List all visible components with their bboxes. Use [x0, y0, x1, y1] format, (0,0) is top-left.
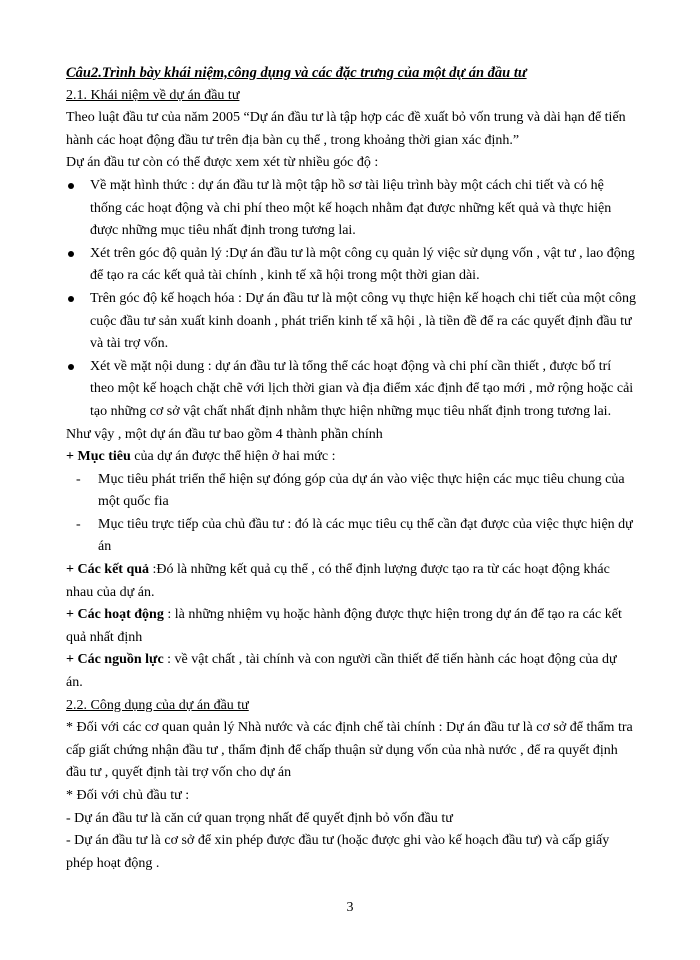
list-item — [66, 356, 636, 424]
list-item — [66, 175, 636, 243]
list-item — [66, 288, 636, 356]
list-item-text: Mục tiêu trực tiếp của chủ đầu tư : đó là các mục tiêu cụ thể cần đạt được của việc thực hiện dự án — [98, 516, 633, 555]
bullet-icon — [68, 364, 74, 370]
paragraph-hoat-dong — [66, 604, 636, 649]
list-item — [66, 469, 636, 514]
bullet-icon — [68, 183, 74, 189]
list-item-text: Trên góc độ kế hoạch hóa : Dự án đầu tư là một công vụ thực hiện kế hoạch chi tiết của một công cuộc đầu tư sản xuất kinh doanh , phát triển kinh tế xã hội , là tiền đề để ra các quyết định đầu tư và tài trợ vốn. — [90, 290, 636, 352]
list-item-text: Xét về mặt nội dung : dự án đầu tư là tổng thể các hoạt động và chi phí cần thiết , được bố trí theo một kế hoạch chặt chẽ với lịch thời gian và địa điểm xác định để tạo mới , mở rộng hoặc cải tạo những cơ sở vật chất nhất định nhằm thực hiện những mục tiêu nhất định trong tương lai. — [90, 358, 634, 419]
paragraph-state-agencies: * Đối với các cơ quan quản lý Nhà nước và các định chế tài chính : Dự án đầu tư là cơ sở để thẩm tra cấp giất chứng nhận đầu tư , thẩm định để chấp thuận sử dụng vốn của nhà nước , để ra quyết định đầu tư , quyết định tài trợ vốn cho dự án — [66, 720, 633, 781]
text-muc-tieu: của dự án được thể hiện ở hai mức : — [130, 449, 336, 465]
paragraph-muc-tieu — [66, 446, 636, 469]
dash-marker: - — [76, 471, 81, 487]
bullet-icon — [68, 296, 74, 302]
paragraph-definition: Theo luật đầu tư của năm 2005 “Dự án đầu tư là tập hợp các đề xuất bỏ vốn trung và dài hạn để tiến hành các hoạt động đầu tư trên địa bàn cụ thể , trong khoảng thời gian xác định.” — [66, 110, 626, 148]
label-ket-qua: + Các kết quả — [66, 562, 150, 578]
label-nguon-luc: + Các nguồn lực — [66, 652, 164, 668]
document-title: Câu2.Trình bày khái niệm,công dụng và các đặc trưng của một dự án đầu tư — [66, 65, 527, 81]
text-nguon-luc: : về vật chất , tài chính và con người cần thiết để tiến hành các hoạt động của dự án. — [66, 652, 617, 691]
paragraph-nguon-luc — [66, 649, 636, 694]
paragraph-investor-heading: * Đối với chủ đầu tư : — [66, 788, 190, 803]
page-number: 3 — [346, 900, 354, 915]
list-item-text: Về mặt hình thức : dự án đầu tư là một tập hồ sơ tài liệu trình bày một cách chi tiết và có hệ thống các hoạt động và chi phí theo một kế hoạch nhằm đạt được những kết quả và thực hiện được những mục tiêu nhất định trong tương lai. — [90, 177, 612, 239]
paragraph-investor-point-1: - Dự án đầu tư là căn cứ quan trọng nhất để quyết định bỏ vốn đầu tư — [66, 810, 453, 826]
list-item — [66, 514, 636, 559]
list-item-text: Mục tiêu phát triển thể hiện sự đóng góp của dự án vào việc thực hiện các mục tiêu chung của một quốc fia — [98, 471, 625, 510]
section-heading-2-1: 2.1. Khái niệm về dự án đầu tư — [66, 87, 240, 103]
label-hoat-dong: + Các hoạt động — [66, 607, 164, 623]
perspectives-list — [66, 175, 636, 424]
bullet-icon — [68, 251, 74, 257]
dash-marker: - — [76, 516, 81, 532]
paragraph-perspectives-intro: Dự án đầu tư còn có thể được xem xét từ nhiều góc độ : — [66, 155, 379, 171]
paragraph-investor-point-2: - Dự án đầu tư là cơ sở để xin phép được đầu tư (hoặc được ghi vào kế hoạch đầu tư) và cấp giấy phép hoạt động . — [66, 833, 610, 871]
section-heading-2-2: 2.2. Công dụng của dự án đầu tư — [66, 697, 249, 713]
paragraph-components-intro: Như vậy , một dự án đầu tư bao gồm 4 thành phần chính — [66, 426, 383, 442]
list-item — [66, 243, 636, 288]
paragraph-ket-qua — [66, 559, 636, 604]
document-page — [66, 62, 636, 875]
text-ket-qua: :Đó là những kết quả cụ thể , có thể định lượng được tạo ra từ các hoạt động khác nhau của dự án. — [66, 562, 610, 600]
objectives-list — [66, 469, 636, 559]
list-item-text: Xét trên góc độ quản lý :Dự án đầu tư là một công cụ quản lý việc sử dụng vốn , vật tư , lao động để tạo ra các kết quả tài chính , kinh tế xã hội trong một thời gian dài. — [90, 245, 635, 284]
text-hoat-dong: : là những nhiệm vụ hoặc hành động được thực hiện trong dự án để tạo ra các kết quả nhất định — [66, 607, 622, 645]
label-muc-tieu: + Mục tiêu — [66, 449, 131, 465]
